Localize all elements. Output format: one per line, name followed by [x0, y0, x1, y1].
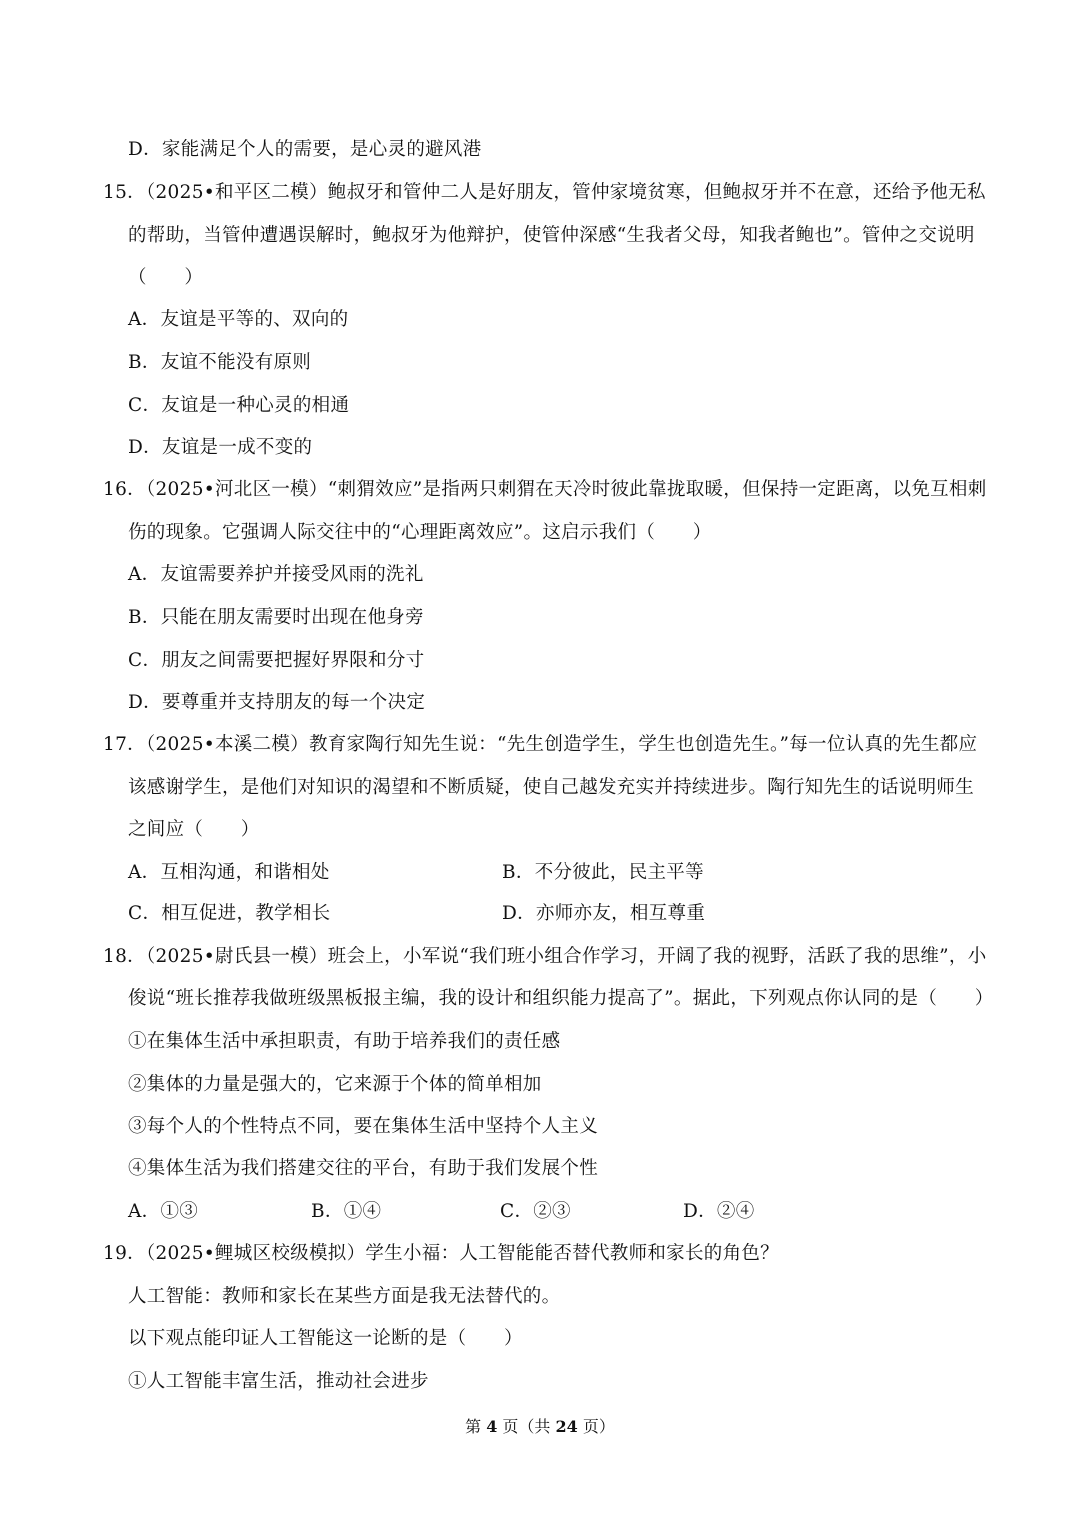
- q15-answer-bracket: （ ）: [128, 267, 204, 288]
- q18-option-c: C．②③: [500, 1201, 571, 1222]
- q17-option-d: D．亦师亦友，相互尊重: [502, 903, 706, 924]
- q17-option-b: B．不分彼此，民主平等: [502, 862, 704, 883]
- q15-stem-line-2: 的帮助，当管仲遭遇误解时，鲍叔牙为他辩护，使管仲深感“生我者父母，知我者鲍也”。管仲之交说明: [128, 225, 975, 246]
- footer-mid: 页（共: [502, 1417, 551, 1436]
- q16-option-b: B．只能在朋友需要时出现在他身旁: [128, 607, 424, 628]
- q16-option-c: C．朋友之间需要把握好界限和分寸: [128, 650, 425, 671]
- q15-option-d: D．友谊是一成不变的: [128, 437, 313, 458]
- q15-option-c: C．友谊是一种心灵的相通: [128, 395, 350, 416]
- q19-stem-line-1: 19．（2025•鲤城区校级模拟）学生小福：人工智能能否替代教师和家长的角色？: [103, 1243, 779, 1264]
- q16-option-a: A．友谊需要养护并接受风雨的洗礼: [128, 564, 424, 585]
- q14-option-d: D．家能满足个人的需要，是心灵的避风港: [128, 139, 482, 160]
- q17-stem-line-1: 17．（2025•本溪二模）教育家陶行知先生说：“先生创造学生，学生也创造先生。”每一位认真的先生都应: [103, 734, 978, 755]
- q16-stem-line-1: 16．（2025•河北区一模）“刺猬效应”是指两只刺猬在天冷时彼此靠拢取暖，但保持一定距离，以免互相刺: [103, 479, 987, 500]
- footer-prefix: 第: [465, 1417, 482, 1436]
- footer-page-number: 4: [486, 1417, 498, 1436]
- q15-stem-line-1: 15．（2025•和平区二模）鲍叔牙和管仲二人是好朋友，管仲家境贫寒，但鲍叔牙并不在意，还给予他无私: [103, 182, 986, 203]
- q17-stem-line-2: 该感谢学生，是他们对知识的渴望和不断质疑，使自己越发充实并持续进步。陶行知先生的话说明师生: [128, 777, 975, 798]
- page-footer: [0, 1415, 1080, 1439]
- q18-statement-1: ①在集体生活中承担职责，有助于培养我们的责任感: [128, 1031, 561, 1052]
- q19-stem-line-3: 以下观点能印证人工智能这一论断的是（ ）: [128, 1328, 523, 1349]
- q17-stem-line-3: 之间应（ ）: [128, 819, 260, 840]
- q18-statement-2: ②集体的力量是强大的，它来源于个体的简单相加: [128, 1074, 542, 1095]
- q15-option-a: A．友谊是平等的、双向的: [128, 309, 349, 330]
- q18-statement-4: ④集体生活为我们搭建交往的平台，有助于我们发展个性: [128, 1158, 599, 1179]
- q18-stem-line-2: 俊说“班长推荐我做班级黑板报主编，我的设计和组织能力提高了”。据此，下列观点你认同的是（ ）: [128, 988, 994, 1009]
- q17-option-a: A．互相沟通，和谐相处: [128, 862, 330, 883]
- q19-statement-1: ①人工智能丰富生活，推动社会进步: [128, 1371, 429, 1392]
- footer-total-pages: 24: [555, 1417, 578, 1436]
- q16-option-d: D．要尊重并支持朋友的每一个决定: [128, 692, 426, 713]
- q18-statement-3: ③每个人的个性特点不同，要在集体生活中坚持个人主义: [128, 1116, 599, 1137]
- q18-option-d: D．②④: [683, 1201, 755, 1222]
- q18-option-b: B．①④: [311, 1201, 382, 1222]
- q15-option-b: B．友谊不能没有原则: [128, 352, 312, 373]
- footer-suffix: 页）: [582, 1417, 615, 1436]
- q19-stem-line-2: 人工智能：教师和家长在某些方面是我无法替代的。: [128, 1286, 561, 1307]
- q18-stem-line-1: 18．（2025•尉氏县一模）班会上，小军说“我们班小组合作学习，开阔了我的视野，活跃了我的思维”，小: [103, 946, 987, 967]
- q18-option-a: A．①③: [128, 1201, 199, 1222]
- q16-stem-line-2: 伤的现象。它强调人际交往中的“心理距离效应”。这启示我们（ ）: [128, 522, 712, 543]
- q17-option-c: C．相互促进，教学相长: [128, 903, 331, 924]
